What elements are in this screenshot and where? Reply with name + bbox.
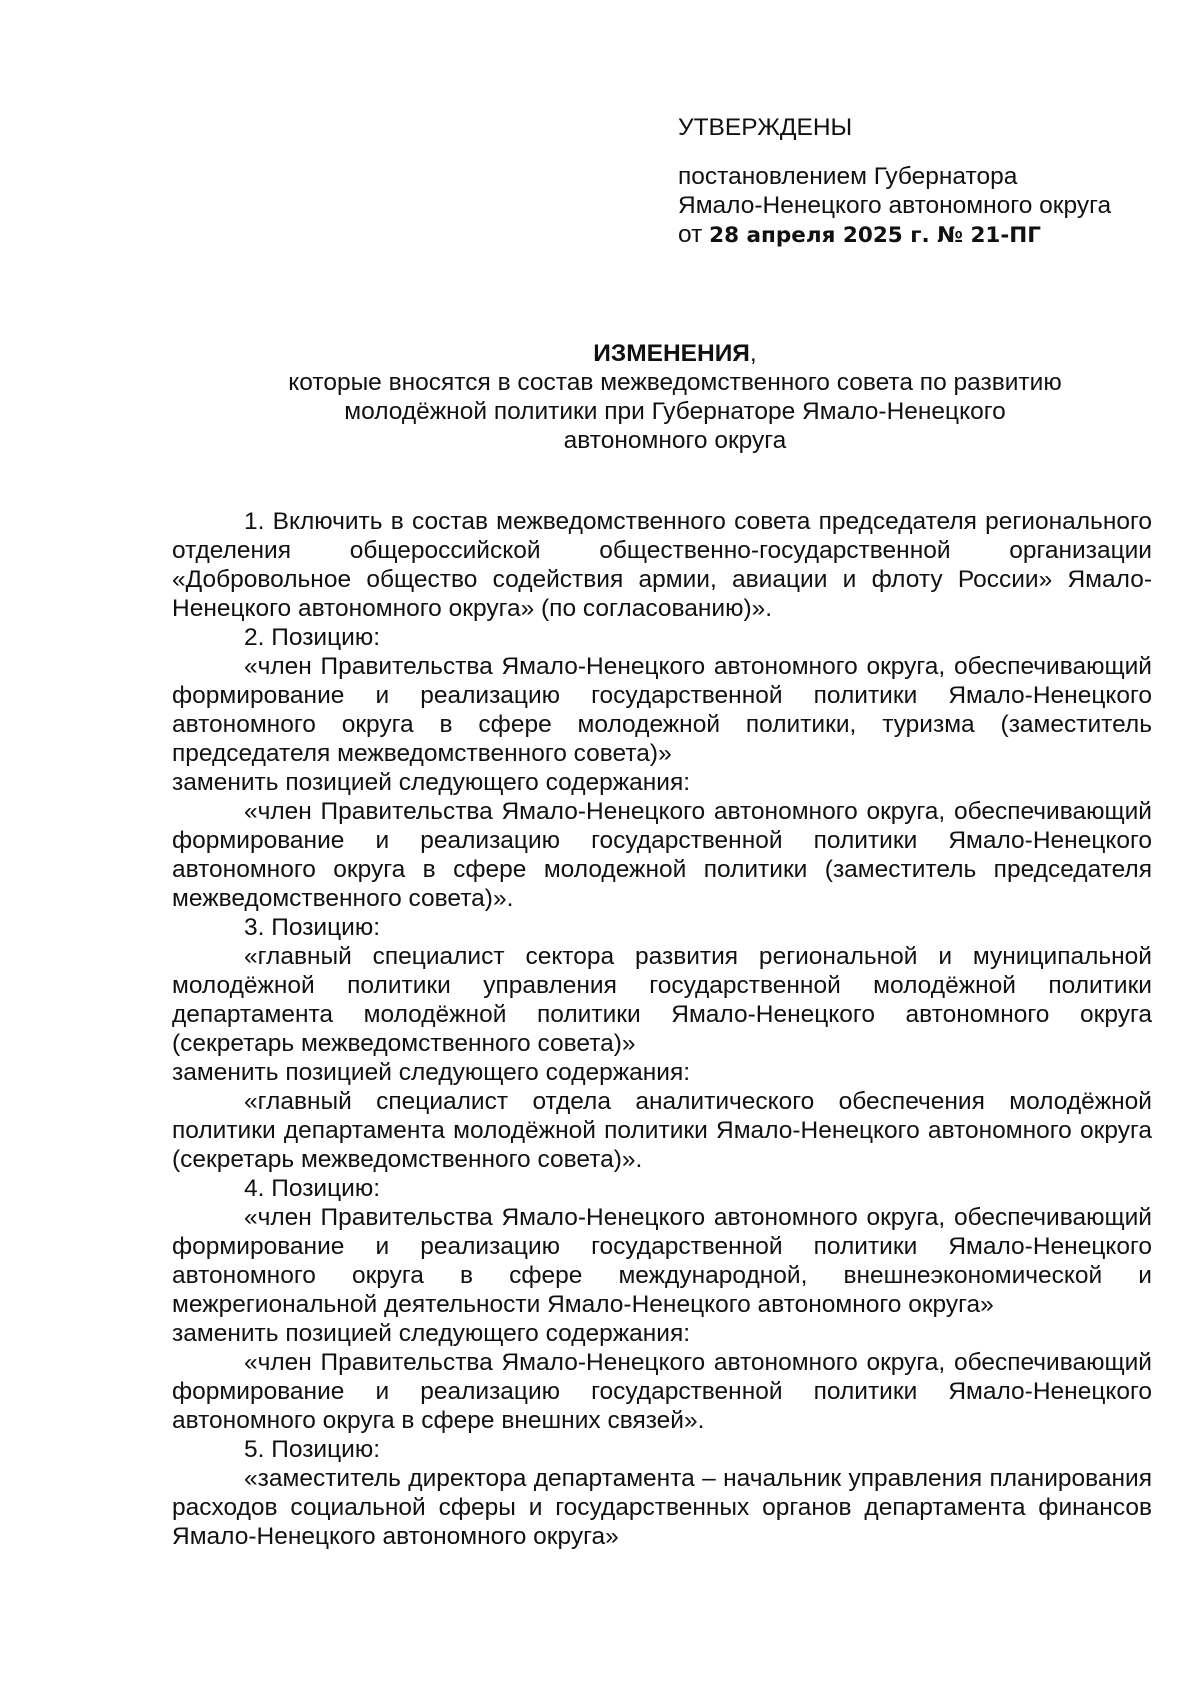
paragraph-12: заменить позицией следующего содержания: <box>172 1320 691 1347</box>
approval-date-line <box>678 220 1178 250</box>
paragraph-10: 4. Позицию: <box>244 1175 381 1202</box>
paragraph-13: «член Правительства Ямало-Ненецкого автономного округа, обеспечивающий формирование и реализацию государственной политики Ямало-Ненецкого автономного округа в сфере внешних связей». <box>172 1349 1152 1434</box>
heading-line-1: которые вносятся в состав межведомственного совета по развитию <box>288 369 1062 396</box>
paragraph-3: «член Правительства Ямало-Ненецкого автономного округа, обеспечивающий формирование и реализацию государственной политики Ямало-Ненецкого автономного округа в сфере молодежной политики, туризма (заместитель председателя межведомственного совета)» <box>172 653 1152 767</box>
paragraph-9: «главный специалист отдела аналитического обеспечения молодёжной политики департамента молодёжной политики Ямало-Ненецкого автономного округа (секретарь межведомственного совета)». <box>172 1088 1152 1173</box>
heading-line-2: молодёжной политики при Губернаторе Ямало-Ненецкого <box>344 398 1006 425</box>
paragraph-14: 5. Позицию: <box>244 1436 381 1463</box>
approval-line-1: постановлением Губернатора <box>678 163 1018 190</box>
paragraph-2: 2. Позицию: <box>244 624 381 651</box>
paragraph-11: «член Правительства Ямало-Ненецкого автономного округа, обеспечивающий формирование и реализацию государственной политики Ямало-Ненецкого автономного округа в сфере международной, внешнеэкономической и межрегиональной деятельности Ямало-Ненецкого автономного округа» <box>172 1204 1152 1318</box>
paragraph-5: «член Правительства Ямало-Ненецкого автономного округа, обеспечивающий формирование и реализацию государственной политики Ямало-Ненецкого автономного округа в сфере молодежной политики (заместитель председателя межведомственного совета)». <box>172 798 1152 912</box>
paragraph-7: «главный специалист сектора развития региональной и муниципальной молодёжной политики управления государственной молодёжной политики департамента молодёжной политики Ямало-Ненецкого автономного округа (секретарь межведомственного совета)» <box>172 943 1152 1057</box>
document-body <box>172 507 1152 1551</box>
approval-date-number: 28 апреля 2025 г. № 21-ПГ <box>709 223 1041 248</box>
paragraph-8: заменить позицией следующего содержания: <box>172 1059 691 1086</box>
heading-line-3: автономного округа <box>563 427 787 454</box>
document-heading <box>172 339 1178 455</box>
approval-block <box>678 113 1178 250</box>
heading-title-suffix: , <box>749 340 757 367</box>
approval-line-2: Ямало-Ненецкого автономного округа <box>678 192 1112 219</box>
approval-date-prefix: от <box>678 221 703 248</box>
paragraph-1: 1. Включить в состав межведомственного совета председателя регионального отделения общероссийской общественно-государственной организации «Добровольное общество содействия армии, авиации и флоту России» Ямало-Ненецкого автономного округа» (по согласованию)». <box>172 508 1152 622</box>
paragraph-4: заменить позицией следующего содержания: <box>172 769 691 796</box>
paragraph-15: «заместитель директора департамента – начальник управления планирования расходов социальной сферы и государственных органов департамента финансов Ямало-Ненецкого автономного округа» <box>172 1465 1152 1550</box>
heading-title-line <box>172 339 1178 368</box>
approval-stamp-title: УТВЕРЖДЕНЫ <box>678 114 853 141</box>
paragraph-6: 3. Позицию: <box>244 914 381 941</box>
heading-title: ИЗМЕНЕНИЯ <box>593 340 750 367</box>
